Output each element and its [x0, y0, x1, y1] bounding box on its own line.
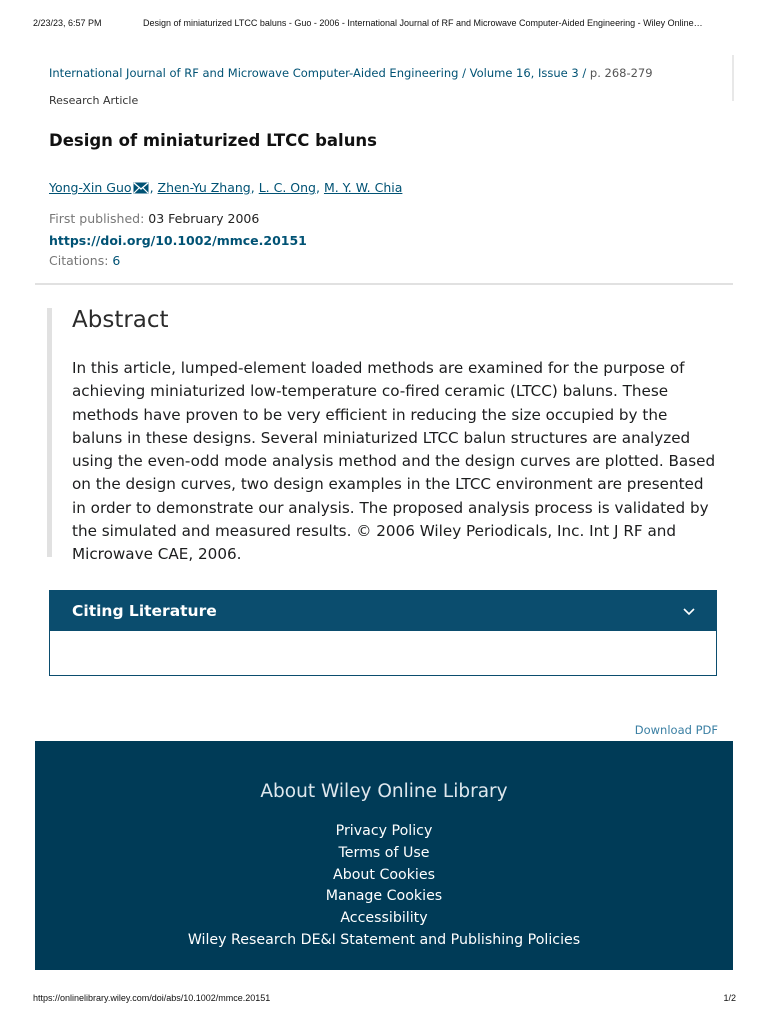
citing-literature-title: Citing Literature: [72, 602, 217, 620]
footer-title: About Wiley Online Library: [260, 781, 508, 802]
envelope-icon[interactable]: [133, 182, 149, 197]
citations-label: Citations:: [49, 253, 109, 268]
author-separator: ,: [316, 180, 324, 195]
print-footer: [33, 993, 736, 1003]
citing-literature-toggle[interactable]: [50, 591, 716, 631]
author-link[interactable]: Zhen-Yu Zhang: [157, 180, 251, 195]
page-range: p. 268-279: [589, 66, 653, 80]
citations-row: [49, 253, 120, 268]
author-link[interactable]: M. Y. W. Chia: [323, 180, 403, 195]
footer-link-manage-cookies[interactable]: Manage Cookies: [325, 888, 443, 905]
footer-links: [35, 821, 733, 952]
site-footer: [35, 741, 733, 970]
abstract-heading: Abstract: [72, 307, 169, 333]
journal-link[interactable]: International Journal of RF and Microwave Computer-Aided Engineering: [49, 66, 459, 80]
footer-link-terms[interactable]: Terms of Use: [338, 844, 430, 861]
citations-count[interactable]: 6: [112, 253, 121, 268]
footer-link-about-cookies[interactable]: About Cookies: [332, 866, 435, 883]
print-page-number: 1/2: [723, 993, 736, 1003]
print-page-title: Design of miniaturized LTCC baluns - Guo - 2006 - International Journal of RF and Microwave Computer-Aided Engineering - Wiley Online…: [143, 18, 703, 28]
breadcrumb-separator: /: [578, 66, 587, 80]
doi-link[interactable]: https://doi.org/10.1002/mmce.20151: [49, 233, 307, 248]
abstract-text: In this article, lumped-element loaded methods are examined for the purpose of achieving miniaturized low-temperature co-fired ceramic (LTCC) baluns. These methods have proven to be very efficient in reducing the size occupied by the baluns in these designs. Several miniaturized LTCC balun structures are analyzed using the even-odd mode analysis method and the design curves are plotted. Based on the design curves, two design examples in the LTCC environment are presented in order to demonstrate our analysis. The proposed analysis process is validated by the simulated and measured results. © 2006 Wiley Periodicals, Inc. Int J RF and Microwave CAE, 2006.: [72, 359, 716, 564]
author-link[interactable]: Yong-Xin Guo: [49, 180, 132, 195]
footer-link-dei[interactable]: Wiley Research DE&I Statement and Publishing Policies: [187, 931, 581, 948]
first-published: [49, 211, 259, 226]
footer-link-accessibility[interactable]: Accessibility: [340, 910, 428, 927]
article-title: Design of miniaturized LTCC baluns: [49, 131, 378, 150]
doi-row: [49, 233, 307, 248]
author-separator: ,: [149, 180, 158, 195]
section-divider: [35, 283, 733, 285]
issue-link[interactable]: Volume 16, Issue 3: [469, 66, 579, 80]
first-published-date: 03 February 2006: [148, 211, 260, 226]
author-link[interactable]: L. C. Ong: [258, 180, 316, 195]
first-published-label: First published:: [49, 211, 145, 226]
journal-breadcrumb: [49, 66, 653, 80]
breadcrumb-separator: /: [458, 66, 470, 80]
citing-literature-panel: [49, 590, 717, 676]
abstract-accent-bar: [47, 308, 52, 557]
print-date: 2/23/23, 6:57 PM: [33, 18, 102, 28]
article-type: Research Article: [49, 94, 139, 107]
author-list: [49, 180, 402, 197]
chevron-down-icon[interactable]: [682, 602, 696, 621]
print-url: https://onlinelibrary.wiley.com/doi/abs/10.1002/mmce.20151: [33, 993, 271, 1003]
print-header: [33, 18, 738, 28]
author-separator: ,: [250, 180, 259, 195]
download-pdf-link[interactable]: Download PDF: [634, 723, 718, 737]
footer-link-privacy[interactable]: Privacy Policy: [335, 823, 433, 839]
side-rule: [732, 55, 734, 101]
